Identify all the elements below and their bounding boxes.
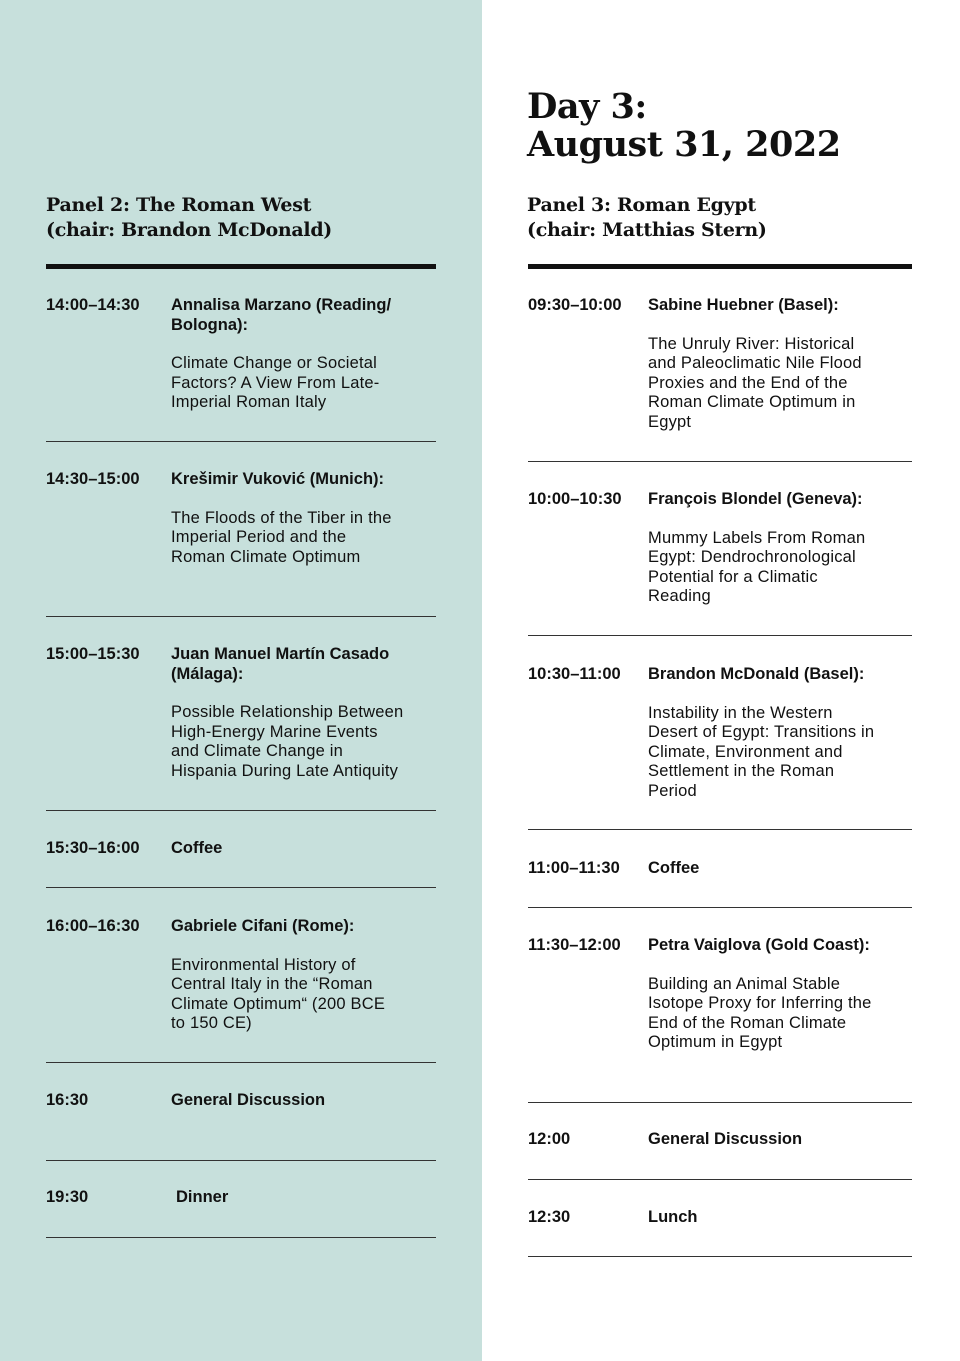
session-divider <box>528 907 912 908</box>
day-heading <box>527 88 841 164</box>
session-divider <box>46 1237 436 1238</box>
session-speaker <box>648 490 912 510</box>
speaker-line: François Blondel (Geneva): <box>648 490 863 508</box>
session-time: 19:30 <box>46 1188 89 1206</box>
session-speaker <box>648 296 912 316</box>
session-speaker <box>648 665 912 685</box>
session-time: 16:00–16:30 <box>46 917 140 935</box>
talk-title-line: Roman Climate Optimum <box>171 547 361 566</box>
panel-3-heading-rule <box>528 264 912 269</box>
speaker-line: (Málaga): <box>171 664 244 683</box>
speaker-line: Juan Manuel Martín Casado <box>171 645 390 663</box>
speaker-line: Lunch <box>648 1208 698 1226</box>
session-speaker <box>176 1188 441 1208</box>
session-divider <box>528 1179 912 1180</box>
talk-title-line: Climate Change or Societal <box>171 354 378 372</box>
session-speaker <box>171 645 436 684</box>
talk-title <box>648 704 912 802</box>
talk-title-line: Factors? A View From Late- <box>171 373 380 392</box>
talk-title-line: Optimum in Egypt <box>648 1033 783 1051</box>
speaker-line: General Discussion <box>171 1091 326 1109</box>
panel-2-heading-rule <box>46 264 436 269</box>
session-speaker <box>171 1091 436 1111</box>
session-divider <box>528 829 912 830</box>
session-divider <box>46 1062 436 1063</box>
session-time: 11:30–12:00 <box>528 936 621 954</box>
speaker-line: General Discussion <box>648 1130 803 1148</box>
talk-title-line: High-Energy Marine Events <box>171 722 378 741</box>
talk-title-line: Reading <box>648 587 711 605</box>
session-speaker <box>648 859 912 879</box>
talk-title-line: Egypt: Dendrochronological <box>648 548 856 566</box>
talk-title-line: Settlement in the Roman <box>648 762 835 780</box>
talk-title <box>171 354 436 413</box>
session-speaker <box>171 296 436 335</box>
speaker-line: Brandon McDonald (Basel): <box>648 665 865 683</box>
talk-title-line: Desert of Egypt: Transitions in <box>648 723 875 741</box>
talk-title-line: Possible Relationship Between <box>171 703 404 721</box>
talk-title-line: Roman Climate Optimum in <box>648 393 856 411</box>
session-divider <box>46 887 436 888</box>
talk-title <box>171 509 436 568</box>
session-time: 15:30–16:00 <box>46 839 140 857</box>
speaker-line: Dinner <box>176 1188 229 1206</box>
talk-title <box>648 529 912 607</box>
session-speaker <box>171 839 436 859</box>
speaker-line: Petra Vaiglova (Gold Coast): <box>648 936 870 954</box>
speaker-line: Coffee <box>171 839 223 857</box>
session-time: 10:30–11:00 <box>528 665 621 683</box>
speaker-line: Coffee <box>648 859 700 877</box>
talk-title-line: Imperial Roman Italy <box>171 393 327 411</box>
session-time: 11:00–11:30 <box>528 859 620 877</box>
session-time: 15:00–15:30 <box>46 645 140 663</box>
talk-title <box>648 975 912 1053</box>
talk-title-line: Climate Optimum“ (200 BCE <box>171 994 386 1013</box>
day-heading-line1: Day 3: <box>527 86 647 127</box>
talk-title-line: Mummy Labels From Roman <box>648 528 866 547</box>
session-divider <box>528 635 912 636</box>
speaker-line: Sabine Huebner (Basel): <box>648 296 839 314</box>
session-speaker <box>171 470 436 490</box>
talk-title-line: Imperial Period and the <box>171 528 347 546</box>
session-speaker <box>648 1130 912 1150</box>
session-divider <box>46 441 436 442</box>
session-speaker <box>648 936 912 956</box>
talk-title <box>171 703 436 781</box>
talk-title-line: The Unruly River: Historical <box>648 334 855 353</box>
talk-title-line: Proxies and the End of the <box>648 373 848 392</box>
talk-title-line: Environmental History of <box>171 955 356 974</box>
speaker-line: Krešimir Vuković (Munich): <box>171 470 385 488</box>
talk-title <box>171 956 436 1034</box>
talk-title-line: Climate, Environment and <box>648 742 843 761</box>
talk-title-line: End of the Roman Climate <box>648 1013 847 1032</box>
session-divider <box>528 1102 912 1103</box>
talk-title-line: Period <box>648 781 697 800</box>
session-time: 10:00–10:30 <box>528 490 622 508</box>
talk-title-line: Central Italy in the “Roman <box>171 975 373 993</box>
session-divider <box>528 1256 912 1257</box>
session-time: 16:30 <box>46 1091 89 1109</box>
speaker-line: Bologna): <box>171 315 248 334</box>
session-time: 14:00–14:30 <box>46 296 140 314</box>
panel-2-title: Panel 2: The Roman West (chair: Brandon McDonald) <box>46 194 332 241</box>
talk-title-line: Potential for a Climatic <box>648 567 818 586</box>
speaker-line: Annalisa Marzano (Reading/ <box>171 296 392 314</box>
talk-title-line: The Floods of the Tiber in the <box>171 508 392 527</box>
session-time: 12:00 <box>528 1130 571 1148</box>
session-divider <box>46 616 436 617</box>
talk-title-line: Isotope Proxy for Inferring the <box>648 994 872 1012</box>
session-divider <box>46 810 436 811</box>
talk-title-line: and Paleoclimatic Nile Flood <box>648 354 862 372</box>
session-speaker <box>648 1208 912 1228</box>
session-speaker <box>171 917 436 937</box>
talk-title-line: and Climate Change in <box>171 742 344 760</box>
session-divider <box>46 1160 436 1161</box>
talk-title-line: to 150 CE) <box>171 1014 252 1032</box>
talk-title <box>648 335 912 433</box>
talk-title-line: Building an Animal Stable <box>648 974 841 993</box>
session-divider <box>528 461 912 462</box>
speaker-line: Gabriele Cifani (Rome): <box>171 917 355 935</box>
session-time: 09:30–10:00 <box>528 296 622 314</box>
day-heading-line2: August 31, 2022 <box>527 124 841 165</box>
talk-title-line: Hispania During Late Antiquity <box>171 761 399 780</box>
session-time: 12:30 <box>528 1208 571 1226</box>
session-time: 14:30–15:00 <box>46 470 140 488</box>
talk-title-line: Egypt <box>648 412 692 431</box>
talk-title-line: Instability in the Western <box>648 703 833 722</box>
panel-3-title: Panel 3: Roman Egypt (chair: Matthias Stern) <box>527 194 767 241</box>
